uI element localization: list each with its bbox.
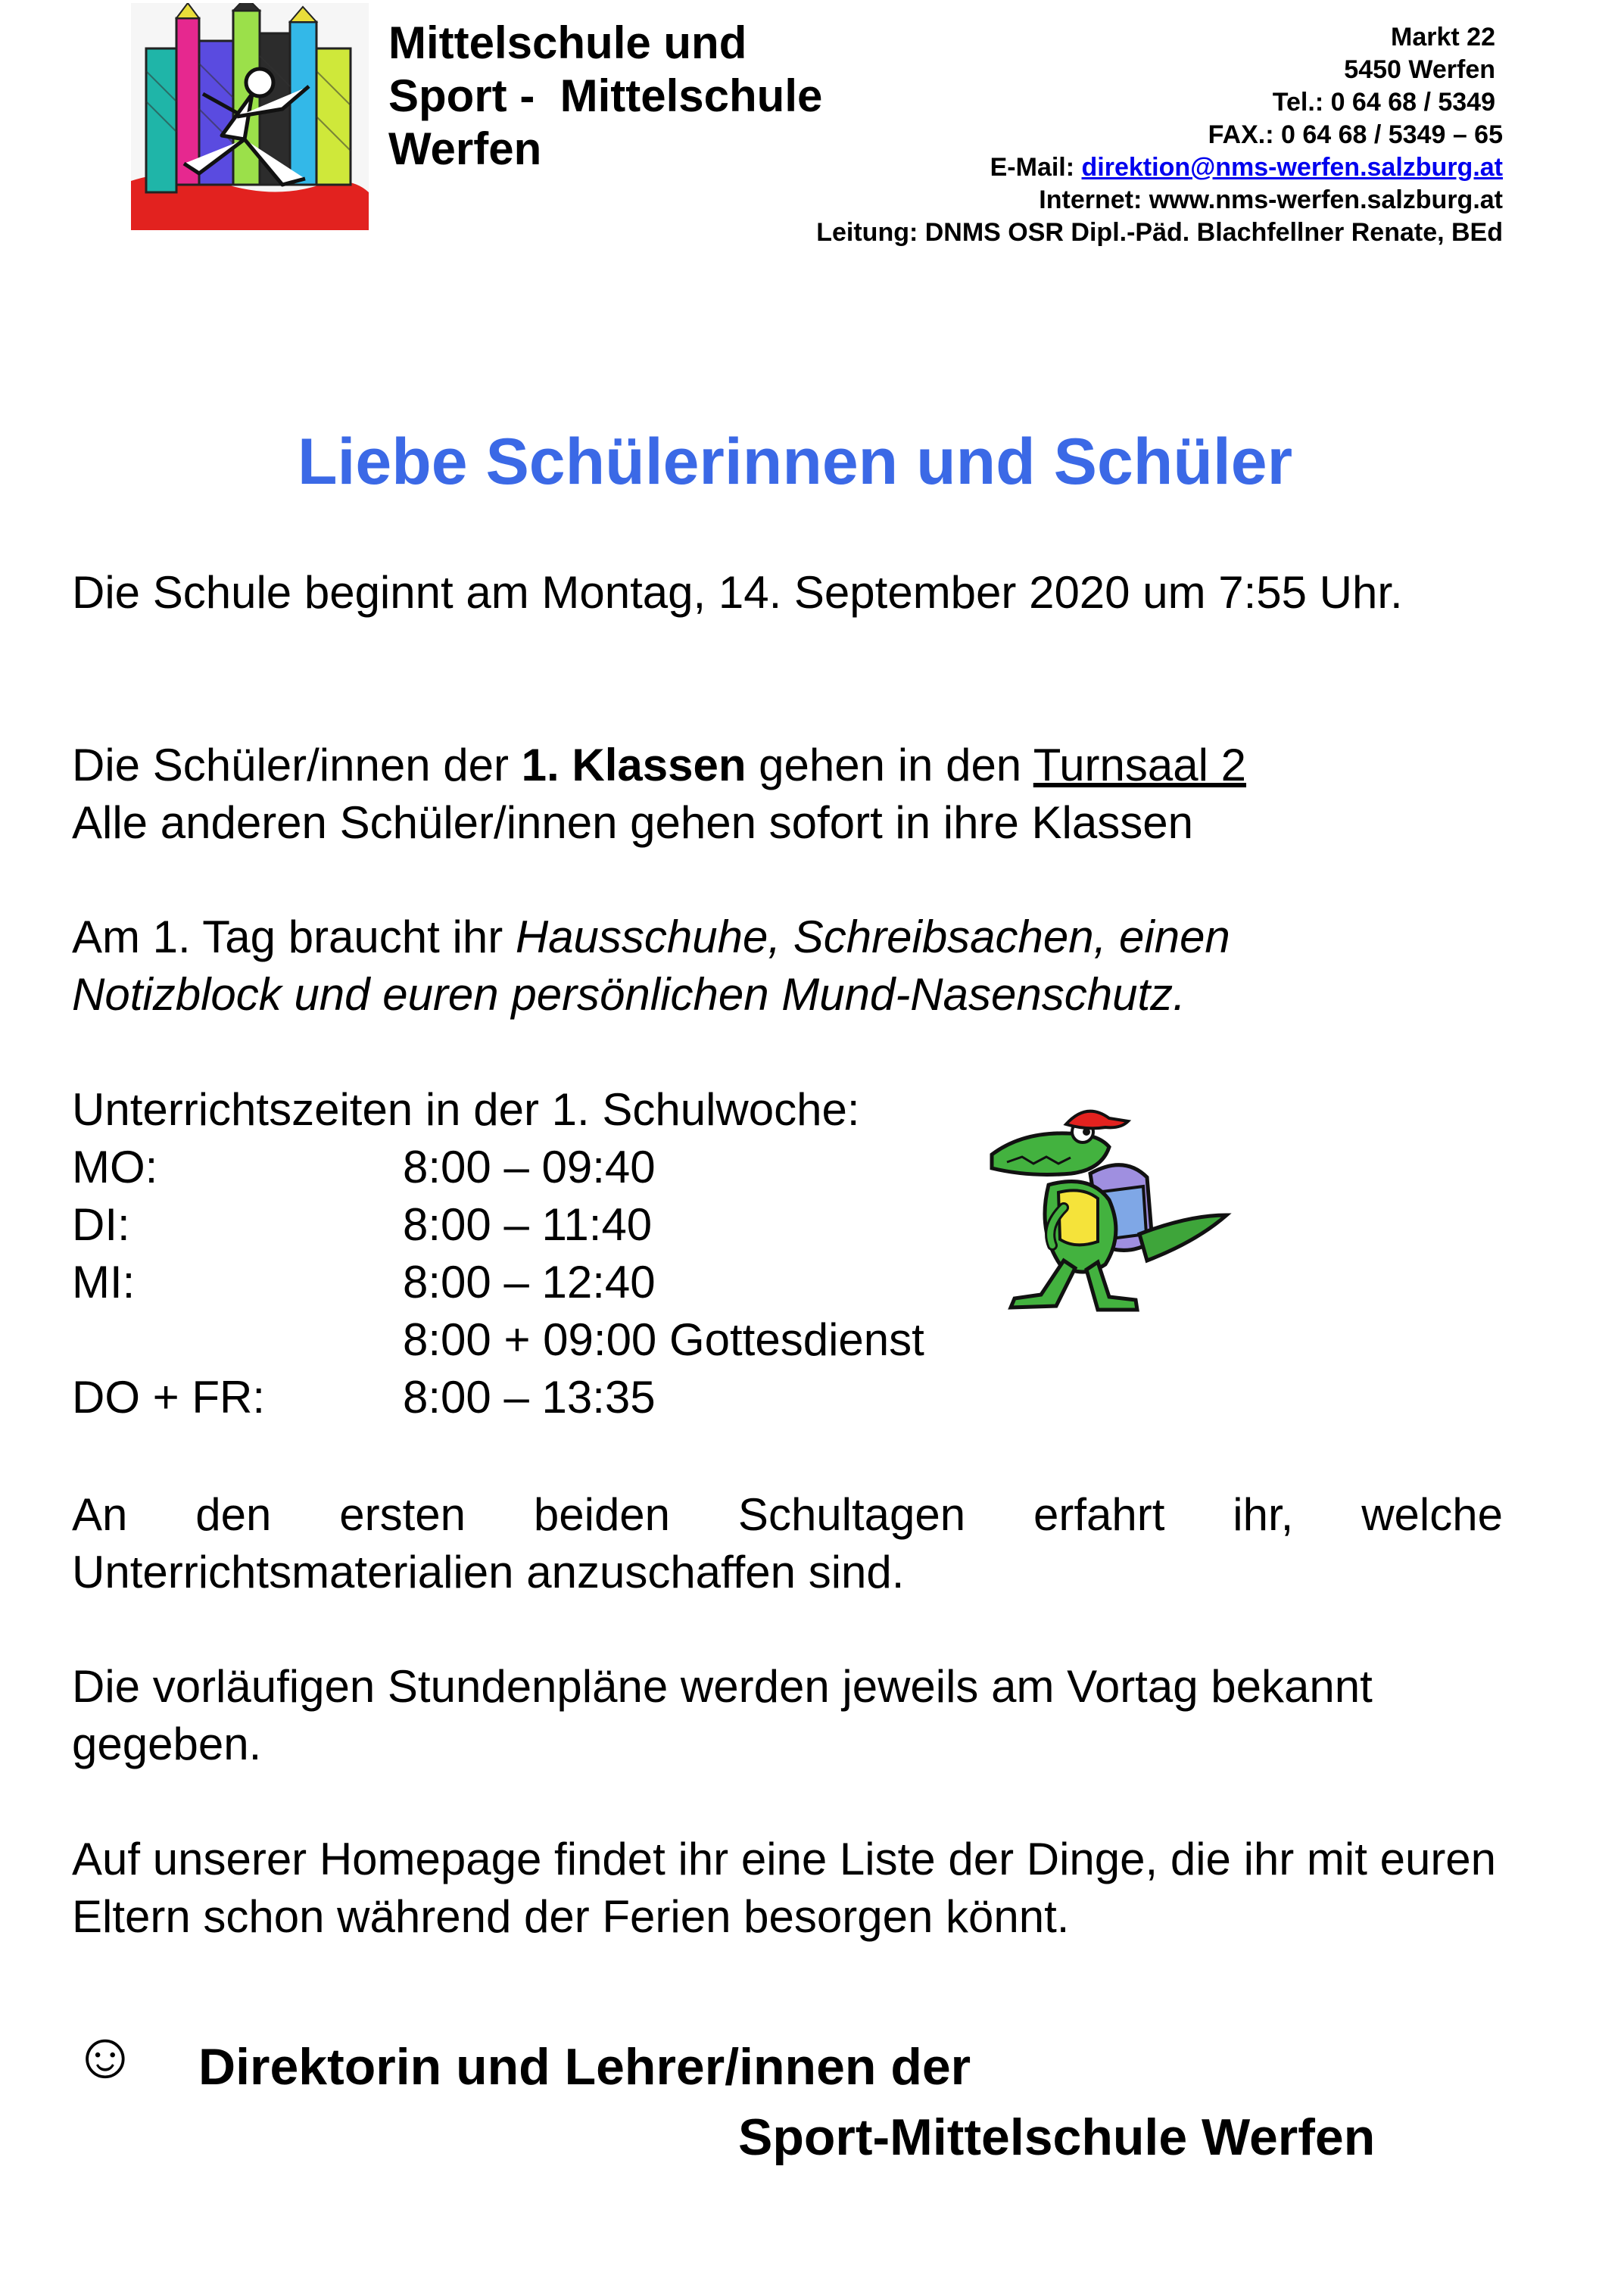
schedule bbox=[72, 1081, 924, 1426]
contact-block bbox=[816, 21, 1503, 249]
paragraph-first-classes bbox=[72, 737, 1503, 852]
paragraph-start-date: Die Schule beginnt am Montag, 14. September 2020 um 7:55 Uhr. bbox=[72, 567, 1403, 618]
paragraph-supplies bbox=[72, 909, 1435, 1024]
fax: FAX.: 0 64 68 / 5349 – 65 bbox=[1208, 120, 1503, 149]
school-name-line-3: Werfen bbox=[388, 123, 542, 174]
p2-line2: Alle anderen Schüler/innen gehen sofort in ihre Klassen bbox=[72, 797, 1193, 848]
p2-mid: gehen in den bbox=[746, 740, 1033, 790]
schedule-time: 8:00 – 09:40 bbox=[403, 1142, 656, 1192]
email-link[interactable]: direktion@nms-werfen.salzburg.at bbox=[1081, 153, 1503, 182]
schedule-time: 8:00 – 11:40 bbox=[403, 1199, 653, 1250]
school-name-line-1: Mittelschule und bbox=[388, 17, 747, 68]
crocodile-mascot-image bbox=[977, 1102, 1234, 1329]
schedule-row bbox=[72, 1311, 924, 1369]
schedule-day: MI: bbox=[72, 1257, 136, 1307]
signature-line-2: Sport-Mittelschule Werfen bbox=[738, 2108, 1376, 2166]
internet: Internet: www.nms-werfen.salzburg.at bbox=[1039, 185, 1503, 214]
address-street: Markt 22 bbox=[1391, 23, 1495, 51]
schedule-row bbox=[72, 1196, 860, 1254]
schedule-row bbox=[72, 1254, 860, 1311]
p2-bold: 1. Klassen bbox=[521, 740, 747, 790]
email-line bbox=[816, 151, 1503, 184]
schedule-time: 8:00 – 12:40 bbox=[403, 1257, 656, 1307]
school-name bbox=[388, 17, 822, 176]
p2-underline: Turnsaal 2 bbox=[1033, 740, 1247, 790]
schedule-heading: Unterrichtszeiten in der 1. Schulwoche: bbox=[72, 1084, 860, 1135]
schedule-row bbox=[72, 1369, 860, 1426]
schedule-row bbox=[72, 1139, 860, 1196]
schedule-day: MO: bbox=[72, 1142, 158, 1192]
phone: Tel.: 0 64 68 / 5349 bbox=[1272, 88, 1495, 117]
signature-line-1: Direktorin und Lehrer/innen der bbox=[198, 2038, 971, 2096]
schedule-time: 8:00 – 13:35 bbox=[403, 1372, 656, 1423]
smiley-icon: ☺ bbox=[72, 2019, 139, 2092]
schedule-day: DO + FR: bbox=[72, 1372, 266, 1423]
paragraph-timetables: Die vorläufigen Stundenpläne werden jeweils am Vortag bekannt gegeben. bbox=[72, 1661, 1373, 1769]
school-logo bbox=[131, 3, 369, 230]
school-name-line-2: Sport - Mittelschule bbox=[388, 70, 823, 121]
paragraph-homepage: Auf unserer Homepage findet ihr eine Liste der Dinge, die ihr mit euren Eltern schon während der Ferien besorgen könnt. bbox=[72, 1834, 1497, 1942]
p2-pre: Die Schüler/innen der bbox=[72, 740, 522, 790]
page-title: Liebe Schülerinnen und Schüler bbox=[297, 425, 1293, 498]
leitung: Leitung: DNMS OSR Dipl.-Päd. Blachfellner Renate, BEd bbox=[816, 218, 1503, 247]
paragraph-materials: An den ersten beiden Schultagen erfahrt ihr, welche Unterrichtsmaterialien anzuschaffen sind. bbox=[72, 1489, 1503, 1597]
p3-italic: Hausschuhe, Schreibsachen, einen Notizblock und euren persönlichen Mund-Nasenschutz. bbox=[72, 912, 1243, 1020]
schedule-time: 8:00 + 09:00 Gottesdienst bbox=[403, 1314, 924, 1365]
schedule-day: DI: bbox=[72, 1199, 130, 1250]
email-label: E-Mail: bbox=[990, 153, 1082, 182]
address-city: 5450 Werfen bbox=[1344, 55, 1495, 84]
p3-pre: Am 1. Tag braucht ihr bbox=[72, 912, 516, 962]
